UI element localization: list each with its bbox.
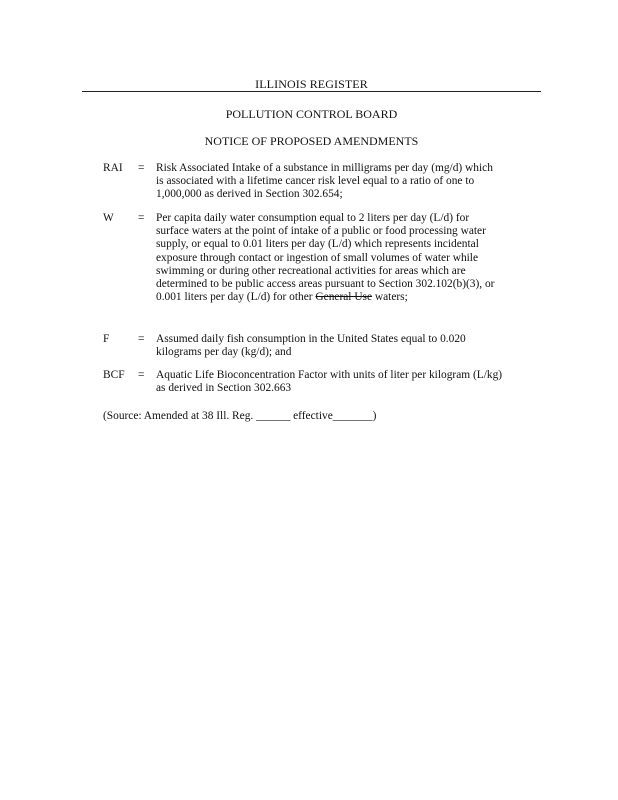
definition-term: W (103, 212, 114, 224)
source-note: (Source: Amended at 38 Ill. Reg. ______ effective_______) (103, 410, 377, 422)
definition-term: F (103, 333, 110, 345)
definition-equals: = (138, 162, 145, 174)
definition-text: Per capita daily water consumption equal to 2 liters per day (L/d) for surface waters at the point of intake of a public or food processing water supply, or equal to 0.01 liters per day (L/d) which represents incidental exposure through contact or ingestion of small volumes of water while swimming or during other recreational activities for areas which are determined to be public access areas pursuant to Section 302.102(b)(3), or 0.001 liters per day (L/d) for other General Use waters; (156, 212, 495, 304)
definition-text: Risk Associated Intake of a substance in milligrams per day (mg/d) which is associated with a lifetime cancer risk level equal to a ratio of one to 1,000,000 as derived in Section 302.654; (156, 162, 493, 201)
definition-text: Aquatic Life Bioconcentration Factor with units of liter per kilogram (L/kg) as derived in Section 302.663 (156, 369, 503, 395)
struck-text: General Use (315, 291, 373, 304)
definition-term: BCF (103, 369, 125, 381)
definition-text: Assumed daily fish consumption in the United States equal to 0.020 kilograms per day (kg/d); and (156, 333, 466, 359)
definition-term: RAI (103, 162, 123, 174)
board-name: POLLUTION CONTROL BOARD (225, 107, 398, 121)
definition-equals: = (138, 369, 145, 381)
definition-equals: = (138, 333, 145, 345)
definition-w (103, 212, 503, 304)
definition-f (103, 333, 503, 359)
definition-rai (103, 162, 503, 202)
notice-title: NOTICE OF PROPOSED AMENDMENTS (204, 134, 419, 148)
definition-equals: = (138, 212, 145, 224)
register-title: ILLINOIS REGISTER (82, 77, 541, 92)
definition-bcf (103, 369, 503, 395)
